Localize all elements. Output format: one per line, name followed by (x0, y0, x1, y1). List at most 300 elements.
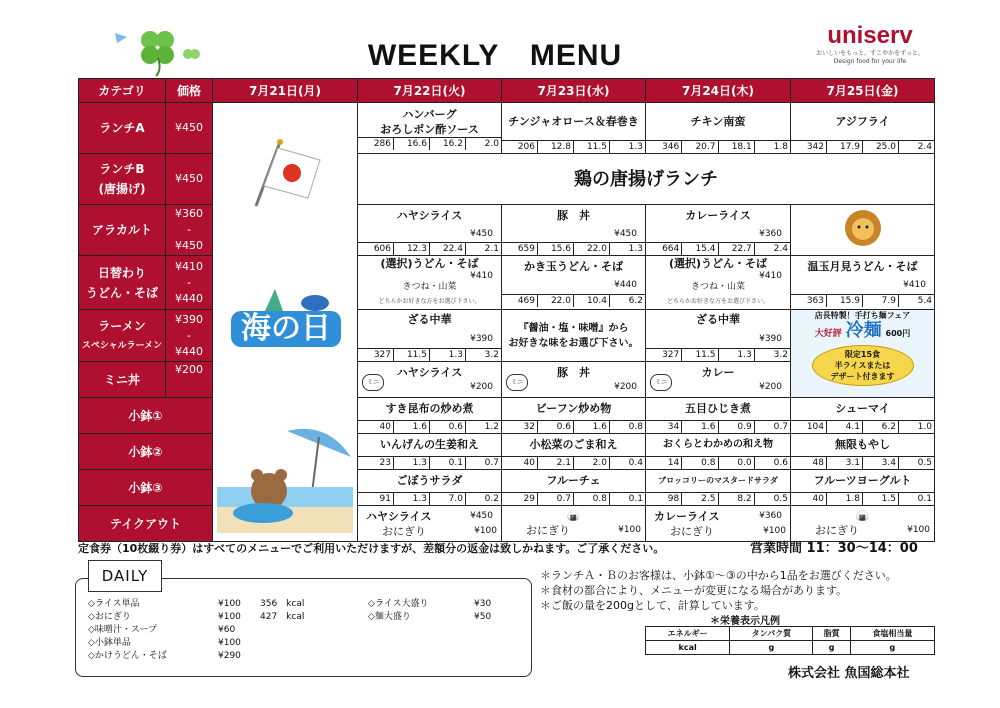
mini-tag: ミニ (650, 374, 672, 391)
dish-udon-tue (358, 256, 502, 310)
daily-extra-prices (474, 598, 514, 624)
daily-item-price: ¥60 (218, 625, 236, 635)
nutrition-row (358, 492, 501, 505)
header-day-mon: 7月21日(月) (213, 79, 358, 103)
promo-price: 600円 (885, 329, 911, 338)
dish-kobachi2-thu (646, 434, 791, 470)
dish-name: ブロッコリーのマスタードサラダ (658, 476, 778, 485)
legend-header: タンパク質 (730, 627, 813, 641)
price-max: ¥440 (175, 344, 203, 358)
kcal-value: 40 (812, 494, 824, 504)
salt-value: 6.2 (609, 295, 645, 307)
dish-name: ハヤシライス (396, 208, 463, 222)
dish-price: ¥450 (614, 228, 637, 239)
dish-lunch-a-wed (502, 103, 646, 154)
fat-value: 22.4 (429, 243, 465, 255)
dish-alacarte-fri (791, 205, 935, 256)
legend-unit: g (813, 641, 850, 655)
notes (540, 568, 897, 613)
category-kobachi-2: 小鉢② (79, 434, 213, 470)
kcal-value: 98 (667, 494, 680, 504)
promo-main: 冷麺 (845, 320, 882, 341)
fat-value: 2.0 (573, 457, 609, 469)
onigiri-label: おにぎり (382, 524, 426, 538)
nutrition-row (646, 456, 790, 469)
nutrition-row (646, 420, 790, 433)
fat-value: 6.2 (862, 421, 898, 433)
daily-item-kcal: 427 kcal (260, 612, 305, 622)
clover-illustration (110, 18, 210, 78)
dish-price: ¥450 (470, 228, 493, 239)
fat-value: 1.3 (429, 349, 465, 361)
protein-value: 22.0 (537, 295, 573, 307)
dish-options: きつね・山菜 (402, 282, 457, 292)
nutrition-row (502, 420, 645, 433)
onigiri-label: おにぎり (526, 524, 570, 537)
onigiri-icon: 🍙 (855, 509, 870, 522)
category-label: 日替わり (97, 265, 146, 280)
dish-price: ¥360 (759, 228, 782, 239)
dish-name: カレーライス (685, 208, 751, 222)
onigiri-price: ¥100 (907, 525, 930, 535)
price-alacarte (166, 205, 213, 256)
daily-extra-price: ¥50 (474, 612, 492, 622)
nutrition-row (358, 456, 501, 469)
lion-icon (841, 208, 885, 248)
price-sep: - (187, 223, 191, 236)
fat-value: 7.0 (429, 493, 465, 505)
dish-name: 豚 丼 (557, 365, 590, 379)
kcal-value: 40 (379, 422, 391, 432)
protein-value: 15.9 (826, 295, 862, 307)
dish-price: ¥200 (470, 381, 493, 392)
protein-value: 2.1 (537, 457, 573, 469)
dish-kobachi1-tue (358, 398, 502, 434)
dish-name: 『醤油・塩・味噌』から (518, 322, 629, 334)
category-label: ラーメン (98, 318, 146, 333)
daily-prices (218, 598, 258, 663)
promo-bubble (812, 345, 914, 386)
dish-ramen-wed (502, 310, 646, 362)
dish-name: 温玉月見うどん・そば (807, 260, 918, 273)
onigiri-price: ¥100 (474, 525, 497, 536)
kcal-value: 664 (662, 243, 680, 254)
nutrition-row (791, 456, 934, 469)
category-lunch-b (79, 154, 166, 205)
kcal-value: 14 (667, 458, 680, 468)
daily-item-name: ◇おにぎり (88, 612, 131, 622)
dish-udon-thu (646, 256, 791, 310)
price-ramen (166, 310, 213, 362)
salt-value: 2.4 (898, 141, 934, 153)
dish-name: アジフライ (835, 115, 890, 128)
salt-value: 2.1 (465, 243, 501, 255)
salt-value: 2.0 (465, 138, 501, 150)
dish-lunch-a-tue (358, 103, 502, 154)
uniserv-logo (800, 22, 940, 66)
dish-name: ハヤシライス (366, 509, 432, 523)
dish-name: ごぼうサラダ (396, 474, 463, 487)
salt-value: 0.7 (465, 457, 501, 469)
price-max: ¥440 (175, 291, 203, 305)
dish-name: カレーライス (654, 509, 720, 523)
dish-price: ¥410 (903, 280, 926, 290)
dish-alacarte-tue (358, 205, 502, 256)
legend-header: 脂質 (813, 627, 850, 641)
kcal-value: 286 (373, 138, 391, 149)
fat-value: 0.0 (718, 457, 754, 469)
dish-name: 小松菜のごま和え (529, 438, 618, 451)
dish-name: ハヤシライス (396, 365, 463, 379)
dish-price: ¥450 (470, 510, 493, 521)
header-price: 価格 (166, 79, 213, 103)
fat-value: 0.6 (429, 421, 465, 433)
price-minidon: ¥200 (166, 362, 213, 398)
whale-icon (235, 283, 335, 313)
price-udon (166, 256, 213, 310)
header-day-fri: 7月25日(金) (791, 79, 935, 103)
daily-names (88, 598, 188, 663)
nutrition-row (358, 348, 501, 361)
salt-value: 1.3 (609, 243, 645, 255)
fat-value: 0.9 (718, 421, 754, 433)
daily-label: DAILY (88, 560, 162, 592)
dish-alacarte-wed (502, 205, 646, 256)
note-line: ＊ご飯の量を200gとして、計算しています。 (540, 599, 765, 612)
business-hours: 営業時間 11：30～14：00 (750, 541, 918, 556)
legend-header: 食塩相当量 (850, 627, 934, 641)
protein-value: 1.8 (826, 493, 862, 505)
protein-value: 11.5 (681, 349, 717, 361)
weekly-menu-table (78, 78, 935, 542)
protein-value: 4.1 (826, 421, 862, 433)
dish-price: ¥390 (470, 334, 493, 344)
dish-ramen-tue (358, 310, 502, 362)
page-title: WEEKLY MENU (367, 39, 623, 72)
nutrition-row (502, 140, 645, 153)
fat-value: 22.0 (573, 243, 609, 255)
salt-value: 0.5 (754, 493, 790, 505)
nutrition-row (358, 242, 501, 255)
category-takeout: テイクアウト (79, 506, 213, 542)
dish-name: ハンバーグ (402, 107, 457, 121)
dish-price: ¥410 (759, 271, 782, 281)
price-min: ¥410 (175, 259, 203, 273)
dish-kobachi3-tue (358, 470, 502, 506)
daily-extra-name: ◇ライス大盛り (368, 599, 429, 609)
fat-value: 7.9 (862, 295, 898, 307)
kcal-value: 34 (667, 422, 680, 432)
dish-note: どちらかお好きな方をお選び下さい。 (378, 298, 481, 305)
price-lunch-b: ¥450 (166, 154, 213, 205)
dish-lunch-a-thu (646, 103, 791, 154)
mini-tag: ミニ (362, 374, 384, 391)
salt-value: 0.5 (898, 457, 934, 469)
nutrition-row (791, 294, 934, 307)
promo-badge: 大好評 (814, 329, 842, 339)
dish-ramen-thu (646, 310, 791, 362)
fat-value: 22.7 (718, 243, 754, 255)
daily-item-price: ¥100 (218, 599, 241, 609)
takeout-onigiri (502, 523, 645, 538)
dish-name: フルーツヨーグルト (813, 474, 912, 487)
protein-value: 0.6 (537, 421, 573, 433)
takeout-main (358, 509, 501, 524)
fat-value: 1.6 (573, 421, 609, 433)
protein-value: 2.5 (681, 493, 717, 505)
nutrition-row (791, 140, 934, 153)
category-lunch-a: ランチA (79, 103, 166, 154)
onigiri-label: おにぎり (815, 524, 859, 537)
kcal-value: 48 (812, 458, 824, 468)
dish-lunch-b: 鶏の唐揚げランチ (358, 154, 935, 205)
dish-name: おくらとわかめの和え物 (663, 439, 773, 450)
fat-value: 1.3 (718, 349, 754, 361)
protein-value: 15.4 (681, 243, 717, 255)
note-line: ＊ランチＡ・Ｂのお客様は、小鉢①～③の中から1品をお選びください。 (540, 569, 897, 582)
dish-kobachi2-tue (358, 434, 502, 470)
dish-options: きつね・山菜 (690, 282, 745, 292)
nutrition-row (358, 420, 501, 433)
dish-kobachi1-wed (502, 398, 646, 434)
daily-extra-price: ¥30 (474, 599, 492, 609)
protein-value: 11.5 (393, 349, 429, 361)
bubble-line2: 半ライスまたは (834, 361, 891, 370)
reimen-promo (791, 310, 935, 398)
salt-value: 0.4 (609, 457, 645, 469)
dish-kobachi1-thu (646, 398, 791, 434)
onigiri-price: ¥100 (763, 525, 786, 536)
mini-tag: ミニ (506, 374, 528, 391)
holiday-name: 海の日 (231, 311, 341, 347)
salt-value: 3.2 (465, 349, 501, 361)
daily-item-price: ¥100 (218, 612, 241, 622)
onigiri-icon: 🍙 (566, 509, 581, 522)
dish-price: ¥200 (759, 381, 782, 392)
bubble-line1: 限定15食 (844, 350, 881, 359)
salt-value: 1.8 (754, 141, 790, 153)
takeout-onigiri (791, 523, 934, 538)
dish-udon-fri (791, 256, 935, 310)
dish-kobachi1-fri (791, 398, 935, 434)
salt-value: 3.2 (754, 349, 790, 361)
fat-value: 0.1 (429, 457, 465, 469)
legend-unit: g (730, 641, 813, 655)
kcal-value: 32 (523, 422, 535, 432)
protein-value: 1.3 (393, 493, 429, 505)
price-min: ¥390 (175, 312, 203, 326)
dish-minidon-wed (502, 362, 646, 398)
dish-price: ¥440 (614, 280, 637, 290)
dish-name: 五目ひじき煮 (685, 402, 751, 415)
nutrition-legend (645, 626, 935, 655)
logo-brand: uniserv (827, 22, 913, 49)
kcal-value: 342 (806, 142, 824, 152)
protein-value: 20.7 (681, 141, 717, 153)
fat-value: 18.1 (718, 141, 754, 153)
protein-value: 1.6 (681, 421, 717, 433)
daily-item-name: ◇味噌汁・スープ (88, 625, 158, 635)
logo-tagline-en: Design food for your life (833, 58, 907, 65)
kcal-value: 327 (373, 350, 391, 360)
kcal-value: 469 (517, 296, 535, 306)
takeout-onigiri (358, 524, 501, 539)
header-day-tue: 7月22日(火) (358, 79, 502, 103)
dish-takeout-tue (358, 506, 502, 542)
price-lunch-a: ¥450 (166, 103, 213, 154)
category-sublabel: (唐揚げ) (98, 182, 146, 196)
fat-value: 0.8 (573, 493, 609, 505)
fat-value: 1.5 (862, 493, 898, 505)
salt-value: 1.2 (465, 421, 501, 433)
salt-value: 0.7 (754, 421, 790, 433)
dish-name: ざる中華 (407, 313, 452, 326)
salt-value: 5.4 (898, 295, 934, 307)
nutrition-row (358, 137, 501, 150)
dish-name-line2: お好きな味をお選び下さい。 (508, 337, 639, 349)
dish-udon-wed (502, 256, 646, 310)
dish-name: チキン南蛮 (690, 115, 746, 128)
header-day-thu: 7月24日(木) (646, 79, 791, 103)
dish-price: ¥410 (470, 271, 493, 281)
salt-value: 0.6 (754, 457, 790, 469)
dish-kobachi3-fri (791, 470, 935, 506)
nutrition-legend-title: ＊栄養表示凡例 (710, 616, 780, 627)
onigiri-label: おにぎり (670, 524, 714, 538)
protein-value: 1.6 (393, 421, 429, 433)
fat-value: 25.0 (862, 141, 898, 153)
nutrition-row (502, 492, 645, 505)
header-day-wed: 7月23日(水) (502, 79, 646, 103)
dish-lunch-a-fri (791, 103, 935, 154)
daily-extras (368, 598, 468, 624)
salt-value: 0.1 (898, 493, 934, 505)
dish-price: ¥200 (614, 381, 637, 392)
protein-value: 12.3 (393, 243, 429, 255)
dish-name: ビーフン炒め物 (535, 402, 612, 415)
protein-value: 16.6 (393, 138, 429, 150)
dish-name: すき昆布の炒め煮 (385, 402, 474, 415)
kcal-value: 23 (379, 458, 391, 468)
category-udon (79, 256, 166, 310)
dish-kobachi3-wed (502, 470, 646, 506)
fat-value: 10.4 (573, 295, 609, 307)
dish-name: カレー (701, 365, 735, 379)
takeout-main (646, 509, 790, 524)
fat-value: 11.5 (573, 141, 609, 153)
company-name: 株式会社 魚国総本社 (788, 666, 910, 681)
price-sep: - (187, 328, 191, 342)
fat-value: 16.2 (429, 138, 465, 150)
category-label: ランチB (99, 162, 145, 176)
kcal-value: 206 (517, 142, 535, 152)
dish-kobachi3-thu (646, 470, 791, 506)
category-sublabel: スペシャルラーメン (81, 340, 163, 351)
holiday-column (213, 103, 358, 542)
salt-value: 0.2 (465, 493, 501, 505)
dish-minidon-tue (358, 362, 502, 398)
protein-value: 0.8 (681, 457, 717, 469)
daily-extra-name: ◇麺大盛り (368, 612, 411, 622)
dish-name: 無限もやし (835, 438, 890, 451)
daily-item-name: ◇かけうどん・そば (88, 651, 167, 661)
category-alacarte: アラカルト (79, 205, 166, 256)
promo-title-row (791, 322, 934, 343)
logo-tagline: おいしいをもっと。すこやかをずっと。 (816, 50, 924, 57)
nutrition-row (646, 140, 790, 153)
protein-value: 3.1 (826, 457, 862, 469)
nutrition-row (646, 348, 790, 361)
protein-value: 12.8 (537, 141, 573, 153)
beach-bear-illustration (217, 421, 353, 533)
dish-name: かき玉うどん・そば (524, 260, 623, 273)
price-max: ¥450 (175, 239, 203, 252)
promo-heading: 店長特製！手打ち麺フェア (814, 311, 911, 320)
kcal-value: 91 (379, 494, 391, 504)
dish-alacarte-thu (646, 205, 791, 256)
dish-kobachi2-wed (502, 434, 646, 470)
nutrition-row (791, 420, 934, 433)
bubble-line3: デザート付きます (830, 372, 895, 381)
nutrition-row (502, 294, 645, 307)
daily-item-kcal: 356 kcal (260, 599, 305, 609)
nutrition-row (791, 492, 934, 505)
dish-name: シューマイ (835, 402, 890, 415)
category-minidon: ミニ丼 (79, 362, 166, 398)
dish-name: チンジャオロース＆春巻き (508, 115, 639, 128)
legend-header: エネルギー (646, 627, 730, 641)
salt-value: 0.1 (609, 493, 645, 505)
dish-name: フルーチェ (546, 474, 601, 487)
fat-value: 8.2 (718, 493, 754, 505)
category-kobachi-3: 小鉢③ (79, 470, 213, 506)
protein-value: 0.7 (537, 493, 573, 505)
salt-value: 0.8 (609, 421, 645, 433)
ticket-note: 定食券（10枚綴り券）はすべてのメニューでご利用いただけますが、差額分の返金は致しかねます。ご了承ください。 (78, 542, 665, 555)
kcal-value: 363 (806, 296, 824, 306)
nutrition-row (646, 492, 790, 505)
salt-value: 2.4 (754, 243, 790, 255)
nutrition-row (646, 242, 790, 255)
dish-minidon-thu (646, 362, 791, 398)
daily-item-price: ¥290 (218, 651, 241, 661)
kcal-value: 104 (806, 422, 824, 432)
legend-unit: kcal (646, 641, 730, 655)
category-sublabel: うどん・そば (85, 285, 158, 300)
protein-value: 15.6 (537, 243, 573, 255)
kcal-value: 40 (523, 458, 535, 468)
header-category: カテゴリ (79, 79, 166, 103)
dish-takeout-wed (502, 506, 646, 542)
nutrition-row (502, 242, 645, 255)
dish-name: (選択)うどん・そば (668, 257, 768, 270)
japan-flag-icon (248, 138, 328, 208)
protein-value: 17.9 (826, 141, 862, 153)
category-kobachi-1: 小鉢① (79, 398, 213, 434)
salt-value: 1.3 (609, 141, 645, 153)
daily-item-price: ¥100 (218, 638, 241, 648)
kcal-value: 327 (662, 350, 680, 360)
kcal-value: 606 (373, 243, 391, 254)
daily-item-name: ◇小鉢単品 (88, 638, 131, 648)
dish-kobachi2-fri (791, 434, 935, 470)
kcal-value: 29 (523, 494, 535, 504)
price-sep: - (187, 275, 191, 289)
daily-kcal (260, 598, 340, 624)
dish-note: どちらかお好きな方をお選び下さい。 (666, 298, 769, 305)
salt-value: 1.0 (898, 421, 934, 433)
kcal-value: 346 (662, 142, 680, 152)
